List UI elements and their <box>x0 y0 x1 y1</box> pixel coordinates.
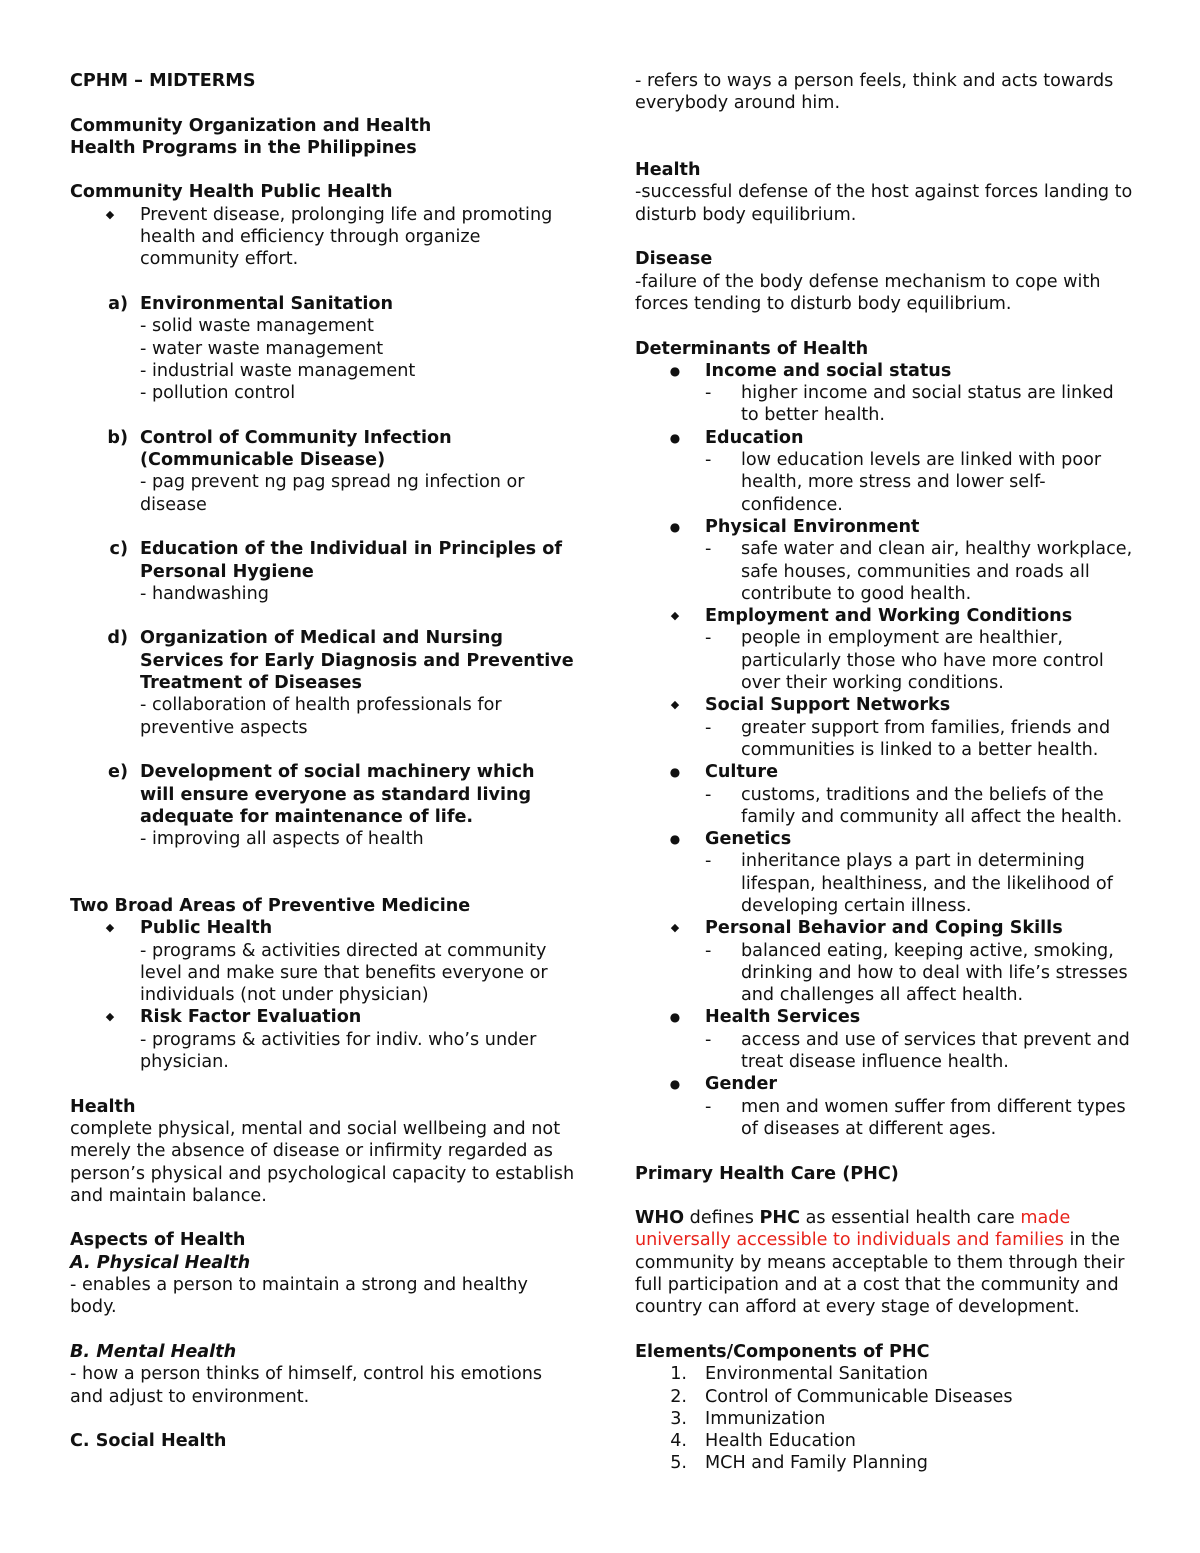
dash-marker: - <box>705 851 712 872</box>
determinant-text: customs, traditions and the beliefs of the family and community all affect the health. <box>741 784 1123 827</box>
dash-marker: - <box>705 539 712 560</box>
determinant-text-item <box>635 382 1135 427</box>
list-item-e <box>70 761 575 850</box>
determinant-text: safe water and clean air, healthy workplace, safe houses, communities and roads all contribute to good health. <box>741 539 1133 604</box>
mental-title: Mental Health <box>96 1341 237 1362</box>
list-item-d <box>70 627 575 738</box>
dash-marker: - <box>705 1029 712 1050</box>
heading-disease: Disease <box>635 249 713 270</box>
phc-defines: defines <box>684 1208 760 1229</box>
element-text: MCH and Family Planning <box>705 1453 928 1474</box>
determinant-item <box>635 761 1135 783</box>
item-line: - pollution control <box>140 383 296 404</box>
number-marker: 5. <box>670 1453 687 1474</box>
determinant-text-item <box>635 940 1135 1007</box>
list-item <box>70 917 575 1006</box>
diamond-bullet-icon: ◆ <box>670 698 680 712</box>
determinant-title: Social Support Networks <box>705 695 951 716</box>
heading-aspects-of-health: Aspects of Health <box>70 1230 246 1251</box>
determinant-title: Culture <box>705 762 779 783</box>
mental-health-heading <box>70 1341 575 1363</box>
area-title: Public Health <box>140 918 273 939</box>
determinant-item <box>635 1006 1135 1028</box>
determinant-text: people in employment are healthier, particularly those who have more control over their working conditions. <box>741 628 1104 694</box>
determinant-title: Employment and Working Conditions <box>705 606 1073 627</box>
determinant-text-item <box>635 850 1135 917</box>
item-line: - collaboration of health professionals for preventive aspects <box>140 695 502 738</box>
diamond-bullet-icon: ◆ <box>105 1010 115 1024</box>
dash-marker: - <box>705 383 712 404</box>
determinant-text: low education levels are linked with poor health, more stress and lower self-confidence. <box>741 450 1102 515</box>
determinant-text: access and use of services that prevent and treat disease influence health. <box>741 1029 1130 1073</box>
dot-bullet-icon: ● <box>669 832 681 847</box>
determinant-item <box>635 427 1135 449</box>
dot-bullet-icon: ● <box>669 363 681 378</box>
item-title: Education of the Individual in Principles of Personal Hygiene <box>140 539 562 582</box>
phc-abbr: PHC <box>759 1208 801 1229</box>
right-column <box>635 70 1135 1475</box>
heading-community-health: Community Health Public Health <box>70 182 393 203</box>
dash-marker: - <box>705 628 712 649</box>
physical-health-heading <box>70 1252 575 1274</box>
determinant-item <box>635 360 1135 382</box>
determinant-item <box>635 694 1135 716</box>
diamond-bullet-icon: ◆ <box>670 921 680 935</box>
determinant-text-item <box>635 784 1135 829</box>
item-line: - improving all aspects of health <box>140 829 424 850</box>
determinant-text: higher income and social status are linked to better health. <box>741 383 1114 426</box>
determinant-text: greater support from families, friends and communities is linked to a better health. <box>741 717 1111 760</box>
determinant-title: Gender <box>705 1074 778 1095</box>
phc-definition <box>635 1207 1135 1318</box>
area-text: - programs & activities for indiv. who’s under physician. <box>140 1029 537 1073</box>
health-defense-text: -successful defense of the host against forces landing to disturb body equilibrium. <box>635 182 1133 225</box>
determinant-item <box>635 516 1135 538</box>
dot-bullet-icon: ● <box>669 1077 681 1092</box>
determinant-text-item <box>635 1029 1135 1074</box>
determinant-item <box>635 828 1135 850</box>
determinant-text-item <box>635 449 1135 516</box>
item-title: Organization of Medical and Nursing Services for Early Diagnosis and Preventive Treatment of Diseases <box>140 628 574 694</box>
area-title: Risk Factor Evaluation <box>140 1007 362 1028</box>
social-health-heading: C. Social Health <box>70 1431 227 1452</box>
physical-letter: A. <box>70 1252 91 1273</box>
determinant-text: men and women suffer from different types of diseases at different ages. <box>741 1096 1126 1139</box>
determinant-title: Physical Environment <box>705 516 920 537</box>
heading-determinants: Determinants of Health <box>635 338 869 359</box>
determinant-item <box>635 917 1135 939</box>
dash-marker: - <box>705 1096 712 1117</box>
heading-health: Health <box>70 1096 136 1117</box>
list-item-a <box>70 293 575 404</box>
list-item-b <box>70 427 575 516</box>
heading-primary-health-care: Primary Health Care (PHC) <box>635 1163 899 1184</box>
health-definition: complete physical, mental and social wellbeing and not merely the absence of disease or infirmity regarded as person’s physical and psychological capacity to establish and maintain balance. <box>70 1118 575 1206</box>
item-line: - pag prevent ng pag spread ng infection or disease <box>140 472 525 515</box>
phc-rest: in the community by means acceptable to them through their full participation and at a cost that the community and country can afford at every stage of development. <box>635 1230 1125 1318</box>
element-item <box>635 1386 1135 1408</box>
element-item <box>635 1430 1135 1452</box>
dot-bullet-icon: ● <box>669 765 681 780</box>
determinant-title: Education <box>705 427 804 448</box>
number-marker: 2. <box>670 1386 687 1407</box>
list-marker: e) <box>108 762 128 783</box>
list-marker: c) <box>109 539 128 560</box>
determinant-text-item <box>635 717 1135 762</box>
social-health-text: - refers to ways a person feels, think and acts towards everybody around him. <box>635 71 1114 114</box>
number-marker: 1. <box>670 1364 687 1385</box>
phc-mid: as essential health care <box>800 1208 1021 1229</box>
determinant-title: Health Services <box>705 1007 861 1028</box>
dash-marker: - <box>705 450 712 471</box>
physical-title: Physical Health <box>96 1252 251 1273</box>
diamond-bullet-icon: ◆ <box>105 921 115 935</box>
item-line: - water waste management <box>140 338 384 359</box>
determinant-text-item <box>635 1096 1135 1141</box>
dash-marker: - <box>705 940 712 961</box>
phc-highlight: made universally accessible to individuals and families <box>635 1208 1071 1251</box>
determinant-item <box>635 1073 1135 1095</box>
element-text: Control of Communicable Diseases <box>705 1386 1013 1407</box>
list-item-c <box>70 538 575 605</box>
dot-bullet-icon: ● <box>669 1010 681 1025</box>
determinant-text: balanced eating, keeping active, smoking, drinking and how to deal with life’s stresses and challenges all affect health. <box>741 940 1128 1006</box>
physical-health-text: - enables a person to maintain a strong and healthy body. <box>70 1275 528 1318</box>
list-marker: b) <box>107 427 128 448</box>
community-health-text: Prevent disease, prolonging life and promoting health and efficiency through organize community effort. <box>140 204 553 270</box>
dash-marker: - <box>705 717 712 738</box>
item-line: - solid waste management <box>140 316 374 337</box>
determinant-title: Personal Behavior and Coping Skills <box>705 918 1063 939</box>
determinant-text: inheritance plays a part in determining lifespan, healthiness, and the likelihood of developing certain illness. <box>741 851 1113 916</box>
list-marker: a) <box>108 293 128 314</box>
heading-elements-of-phc: Elements/Components of PHC <box>635 1341 930 1362</box>
dash-marker: - <box>705 784 712 805</box>
heading-health-programs: Health Programs in the Philippines <box>70 137 417 158</box>
element-text: Health Education <box>705 1431 856 1452</box>
element-text: Environmental Sanitation <box>705 1364 928 1385</box>
heading-health-right: Health <box>635 160 701 181</box>
determinants-list <box>635 360 1135 1140</box>
phc-who: WHO <box>635 1208 685 1229</box>
heading-community-organization: Community Organization and Health <box>70 115 432 136</box>
item-line: - industrial waste management <box>140 360 416 381</box>
determinant-title: Income and social status <box>705 360 952 381</box>
number-marker: 3. <box>670 1408 687 1429</box>
mental-health-text: - how a person thinks of himself, control his emotions and adjust to environment. <box>70 1364 543 1407</box>
item-title: Environmental Sanitation <box>140 293 393 314</box>
list-item <box>70 1006 575 1073</box>
dot-bullet-icon: ● <box>669 430 681 445</box>
element-item <box>635 1363 1135 1385</box>
area-text: - programs & activities directed at community level and make sure that benefits everyone or individuals (not under physician) <box>140 940 548 1006</box>
diamond-bullet-icon: ◆ <box>670 609 680 623</box>
determinant-text-item <box>635 627 1135 694</box>
determinant-text-item <box>635 538 1135 605</box>
element-text: Immunization <box>705 1408 826 1429</box>
number-marker: 4. <box>670 1431 687 1452</box>
element-item <box>635 1452 1135 1474</box>
mental-letter: B. <box>70 1341 91 1362</box>
dot-bullet-icon: ● <box>669 519 681 534</box>
document-title: CPHM – MIDTERMS <box>70 71 256 91</box>
item-title: Control of Community Infection (Communicable Disease) <box>140 427 452 471</box>
heading-two-broad-areas: Two Broad Areas of Preventive Medicine <box>70 895 471 916</box>
determinant-item <box>635 605 1135 627</box>
determinant-title: Genetics <box>705 829 792 850</box>
list-item <box>70 204 575 271</box>
list-marker: d) <box>107 628 128 649</box>
disease-text: -failure of the body defense mechanism to cope with forces tending to disturb body equilibrium. <box>635 271 1101 314</box>
diamond-bullet-icon: ◆ <box>105 207 115 221</box>
item-line: - handwashing <box>140 583 269 604</box>
element-item <box>635 1408 1135 1430</box>
left-column <box>70 70 575 1452</box>
item-title: Development of social machinery which will ensure everyone as standard living adequate for maintenance of life. <box>140 762 535 827</box>
